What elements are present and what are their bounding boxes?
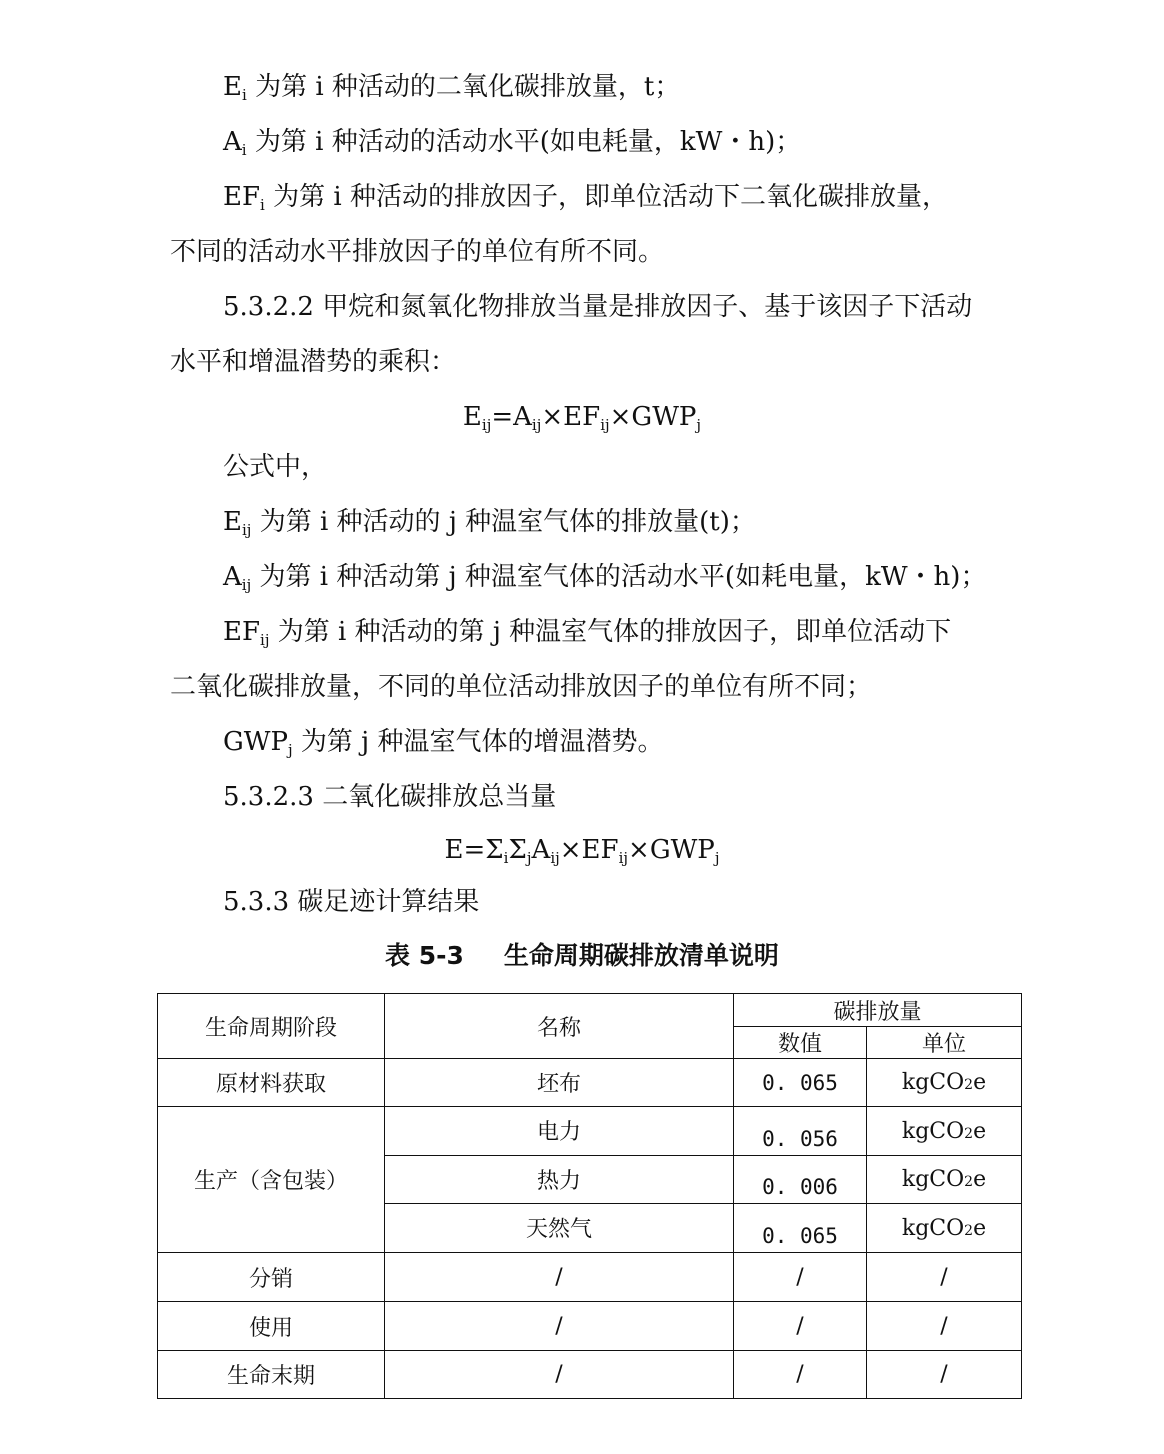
table-row	[158, 1107, 1022, 1156]
section-5-3-2-3: 5.3.2.3 二氧化碳排放总当量	[223, 782, 557, 812]
stage-cell: 使用	[158, 1302, 385, 1351]
unit-cell: /	[867, 1253, 1022, 1302]
table-row	[158, 1302, 1022, 1351]
stage-cell: 生命末期	[158, 1351, 385, 1399]
unit-cell: /	[867, 1351, 1022, 1399]
unit-cell: kgCO2e	[867, 1156, 1022, 1204]
section-5-3-3: 5.3.3 碳足迹计算结果	[223, 887, 480, 917]
name-cell: 电力	[385, 1107, 734, 1156]
section-5-3-2-2-line2: 水平和增温潜势的乘积：	[170, 347, 457, 377]
definition-e-ij: $E_{ij}$ 为第 i 种活动的 j 种温室气体的排放量(t)；	[223, 507, 756, 539]
name-cell: 热力	[385, 1156, 734, 1204]
definition-ef-ij-continued: 二氧化碳排放量，不同的单位活动排放因子的单位有所不同；	[170, 672, 873, 702]
value-cell: 0. 065	[734, 1059, 867, 1107]
name-cell: 天然气	[385, 1204, 734, 1253]
name-cell: /	[385, 1351, 734, 1399]
unit-cell: /	[867, 1302, 1022, 1351]
formula-label: 公式中，	[223, 452, 328, 482]
table-row	[158, 1253, 1022, 1302]
formula-e-total: $E=\Sigma_i\Sigma_jA_{ij}\times EF_{ij}\times GWP_j$	[444, 835, 720, 867]
header-emission: 碳排放量	[734, 994, 1022, 1027]
stage-cell: 生产（含包装）	[158, 1107, 385, 1253]
definition-e-i: $E_i$ 为第 i 种活动的二氧化碳排放量，t；	[223, 72, 681, 104]
definition-ef-i: $EF_i$ 为第 i 种活动的排放因子，即单位活动下二氧化碳排放量，	[223, 182, 948, 214]
unit-cell: kgCO2e	[867, 1107, 1022, 1156]
header-unit: 单位	[867, 1027, 1022, 1059]
value-cell: /	[734, 1302, 867, 1351]
name-cell: /	[385, 1253, 734, 1302]
header-stage: 生命周期阶段	[158, 994, 385, 1059]
section-5-3-2-2-line1: 5.3.2.2 甲烷和氮氧化物排放当量是排放因子、基于该因子下活动	[223, 292, 973, 322]
name-cell: /	[385, 1302, 734, 1351]
name-cell: 坯布	[385, 1059, 734, 1107]
definition-ef-i-continued: 不同的活动水平排放因子的单位有所不同。	[170, 237, 665, 267]
header-name: 名称	[385, 994, 734, 1059]
stage-cell: 原材料获取	[158, 1059, 385, 1107]
header-value: 数值	[734, 1027, 867, 1059]
value-cell: 0. 006	[734, 1156, 867, 1204]
formula-eij: $E_{ij}=A_{ij}\times EF_{ij}\times GWP_j$	[462, 402, 702, 434]
definition-gwp-j: $GWP_j$ 为第 j 种温室气体的增温潜势。	[223, 727, 664, 759]
table-row	[158, 1351, 1022, 1399]
value-cell: /	[734, 1351, 867, 1399]
unit-cell: kgCO2e	[867, 1059, 1022, 1107]
definition-ef-ij: $EF_{ij}$ 为第 i 种活动的第 j 种温室气体的排放因子，即单位活动下	[223, 617, 952, 649]
stage-cell: 分销	[158, 1253, 385, 1302]
value-cell: 0. 065	[734, 1204, 867, 1253]
unit-cell: kgCO2e	[867, 1204, 1022, 1253]
table-title: 表 5-3 生命周期碳排放清单说明	[385, 941, 779, 970]
definition-a-ij: $A_{ij}$ 为第 i 种活动第 j 种温室气体的活动水平(如耗电量，kW・h)；	[223, 562, 987, 594]
emission-inventory-table	[157, 993, 1022, 1399]
value-cell: /	[734, 1253, 867, 1302]
definition-a-i: $A_i$ 为第 i 种活动的活动水平(如电耗量，kW・h)；	[223, 127, 802, 159]
table-row	[158, 1059, 1022, 1107]
value-cell: 0. 056	[734, 1107, 867, 1156]
